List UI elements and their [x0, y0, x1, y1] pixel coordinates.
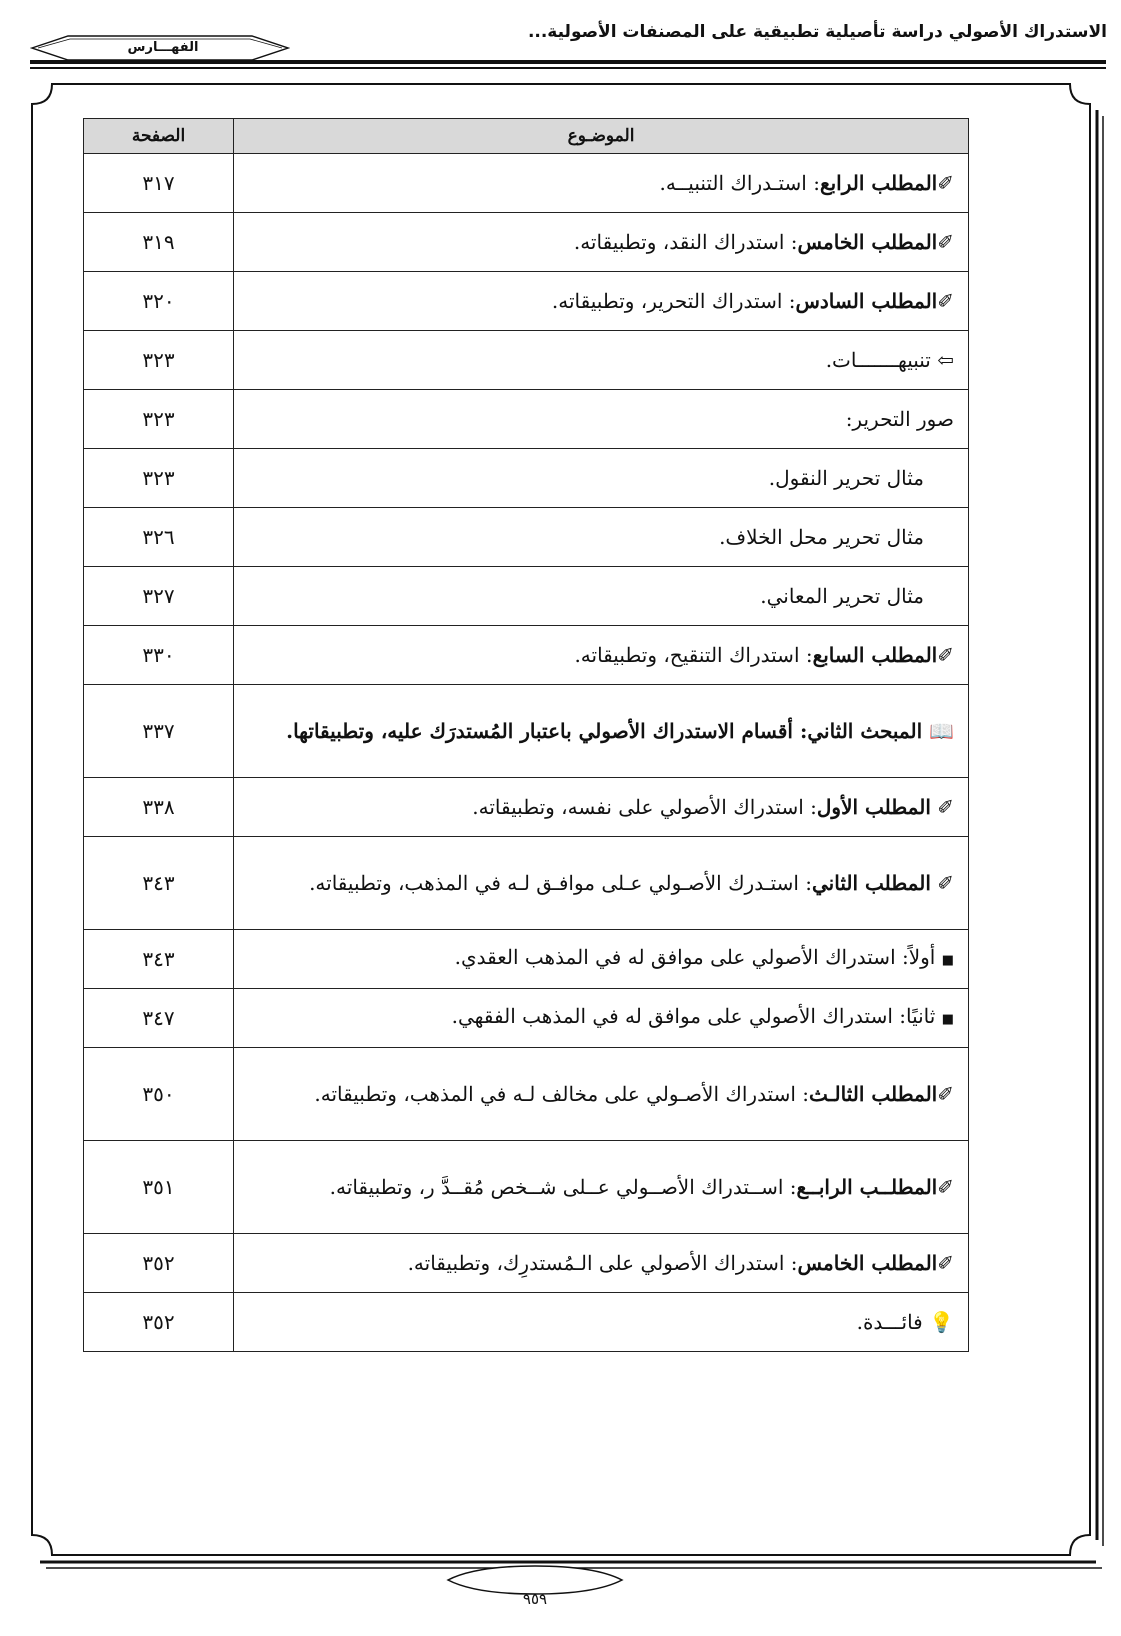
square-bullet-icon: ■	[941, 953, 954, 968]
row-heading: المطلب السابع	[812, 643, 938, 667]
row-page-number: ٣٢٣	[84, 331, 234, 390]
row-page-number: ٣٤٣	[84, 837, 234, 930]
row-subject	[234, 1048, 969, 1141]
row-subject	[234, 1293, 969, 1352]
row-heading: المطلب الخامس	[797, 1251, 938, 1275]
row-heading: المطلــب الرابــع	[796, 1175, 938, 1199]
page-number: ٩٥٩	[522, 1590, 548, 1608]
pencil-icon: ✐	[937, 289, 954, 313]
table-row	[84, 449, 969, 508]
book-title: الاستدراك الأصولي دراسة تأصيلية تطبيقية على المصنفات الأصولية...	[527, 22, 1107, 42]
row-text: فائـــدة.	[856, 1310, 930, 1334]
table-row	[84, 567, 969, 626]
book-icon: 📖	[929, 719, 954, 743]
row-page-number: ٣٣٨	[84, 778, 234, 837]
arrow-icon: ⇦	[937, 348, 954, 372]
row-heading: المطلب الرابع	[819, 171, 938, 195]
pencil-icon: ✐	[937, 230, 954, 254]
row-subject	[234, 989, 969, 1048]
row-subject	[234, 1141, 969, 1234]
row-heading: المبحث الثاني	[807, 719, 923, 743]
pencil-icon: ✐	[937, 795, 954, 819]
row-text: : استدراك التحرير، وتطبيقاته.	[551, 289, 796, 313]
pencil-icon: ✐	[937, 643, 954, 667]
row-page-number: ٣٥١	[84, 1141, 234, 1234]
row-subject	[234, 685, 969, 778]
row-text: ثانيًا: استدراك الأصولي على موافق له في المذهب الفقهي.	[451, 1004, 942, 1028]
row-subject	[234, 154, 969, 213]
row-page-number: ٣٣٧	[84, 685, 234, 778]
table-row	[84, 1293, 969, 1352]
row-text: صور التحرير:	[845, 407, 954, 431]
table-row	[84, 685, 969, 778]
row-text: : استدراك الأصـولي على مخالف لـه في المذهب، وتطبيقاته.	[314, 1082, 810, 1106]
row-page-number: ٣٤٧	[84, 989, 234, 1048]
row-subject	[234, 778, 969, 837]
table-row	[84, 1048, 969, 1141]
row-page-number: ٣٢٣	[84, 390, 234, 449]
row-subject	[234, 449, 969, 508]
row-page-number: ٣٥٢	[84, 1293, 234, 1352]
header-rule-thin	[30, 67, 1106, 69]
row-subject	[234, 1234, 969, 1293]
row-subject	[234, 508, 969, 567]
row-page-number: ٣٢٠	[84, 272, 234, 331]
pencil-icon: ✐	[937, 871, 954, 895]
pencil-icon: ✐	[937, 1175, 954, 1199]
row-text: : استـدرك الأصـولي عـلى موافـق لـه في المذهب، وتطبيقاته.	[309, 871, 813, 895]
row-text: مثال تحرير محل الخلاف.	[719, 525, 924, 549]
row-page-number: ٣١٧	[84, 154, 234, 213]
table-row	[84, 930, 969, 989]
page-header	[0, 0, 1121, 70]
row-page-number: ٣٥٢	[84, 1234, 234, 1293]
row-text: تنبيهـــــــات.	[825, 348, 938, 372]
table-row	[84, 213, 969, 272]
row-subject	[234, 213, 969, 272]
table-row	[84, 154, 969, 213]
column-header-subject: الموضـوع	[234, 119, 969, 154]
row-text: : استـدراك التنبيــه.	[659, 171, 820, 195]
table-row	[84, 778, 969, 837]
table-row	[84, 1141, 969, 1234]
row-heading: المطلب السادس	[795, 289, 938, 313]
row-subject	[234, 567, 969, 626]
row-text: : استدراك التنقيح، وتطبيقاته.	[574, 643, 813, 667]
row-page-number: ٣٢٧	[84, 567, 234, 626]
table-row	[84, 1234, 969, 1293]
row-text: مثال تحرير المعاني.	[760, 584, 924, 608]
row-page-number: ٣٢٦	[84, 508, 234, 567]
row-text: مثال تحرير النقول.	[768, 466, 924, 490]
row-heading: المطلب الثالـث	[809, 1082, 938, 1106]
square-bullet-icon: ■	[941, 1012, 954, 1027]
row-text: : استدراك الأصولي على نفسه، وتطبيقاته.	[472, 795, 817, 819]
row-subject	[234, 390, 969, 449]
header-rule-thick	[30, 60, 1106, 64]
lightbulb-icon: 💡	[929, 1310, 954, 1334]
section-label: الفهـــارس	[127, 40, 199, 55]
table-row	[84, 508, 969, 567]
row-text: : استدراك النقد، وتطبيقاته.	[573, 230, 798, 254]
row-page-number: ٣٢٣	[84, 449, 234, 508]
table-row	[84, 837, 969, 930]
row-text: أولاً: استدراك الأصولي على موافق له في المذهب العقدي.	[454, 945, 942, 969]
row-subject	[234, 837, 969, 930]
row-page-number: ٣١٩	[84, 213, 234, 272]
row-subject	[234, 331, 969, 390]
index-table	[83, 118, 969, 1352]
pencil-icon: ✐	[937, 1082, 954, 1106]
row-text: : استدراك الأصولي على الـمُستدرِك، وتطبيقاته.	[407, 1251, 798, 1275]
row-heading: المطلب الأول	[816, 795, 931, 819]
row-heading: المطلب الخامس	[797, 230, 938, 254]
row-subject	[234, 626, 969, 685]
table-row	[84, 626, 969, 685]
column-header-page: الصفحة	[84, 119, 234, 154]
row-text: : اســتدراك الأصــولي عــلى شــخص مُقــدَّ ر، وتطبيقاته.	[329, 1175, 797, 1199]
table-row	[84, 272, 969, 331]
table-row	[84, 331, 969, 390]
row-text: : أقسام الاستدراك الأصولي باعتبار المُستدرَك عليه، وتطبيقاتها.	[286, 719, 808, 743]
pencil-icon: ✐	[937, 171, 954, 195]
table-row	[84, 390, 969, 449]
row-subject	[234, 272, 969, 331]
row-page-number: ٣٥٠	[84, 1048, 234, 1141]
row-page-number: ٣٣٠	[84, 626, 234, 685]
table-header-row	[84, 119, 969, 154]
row-heading: المطلب الثاني	[812, 871, 931, 895]
pencil-icon: ✐	[937, 1251, 954, 1275]
row-subject	[234, 930, 969, 989]
table-row	[84, 989, 969, 1048]
row-page-number: ٣٤٣	[84, 930, 234, 989]
